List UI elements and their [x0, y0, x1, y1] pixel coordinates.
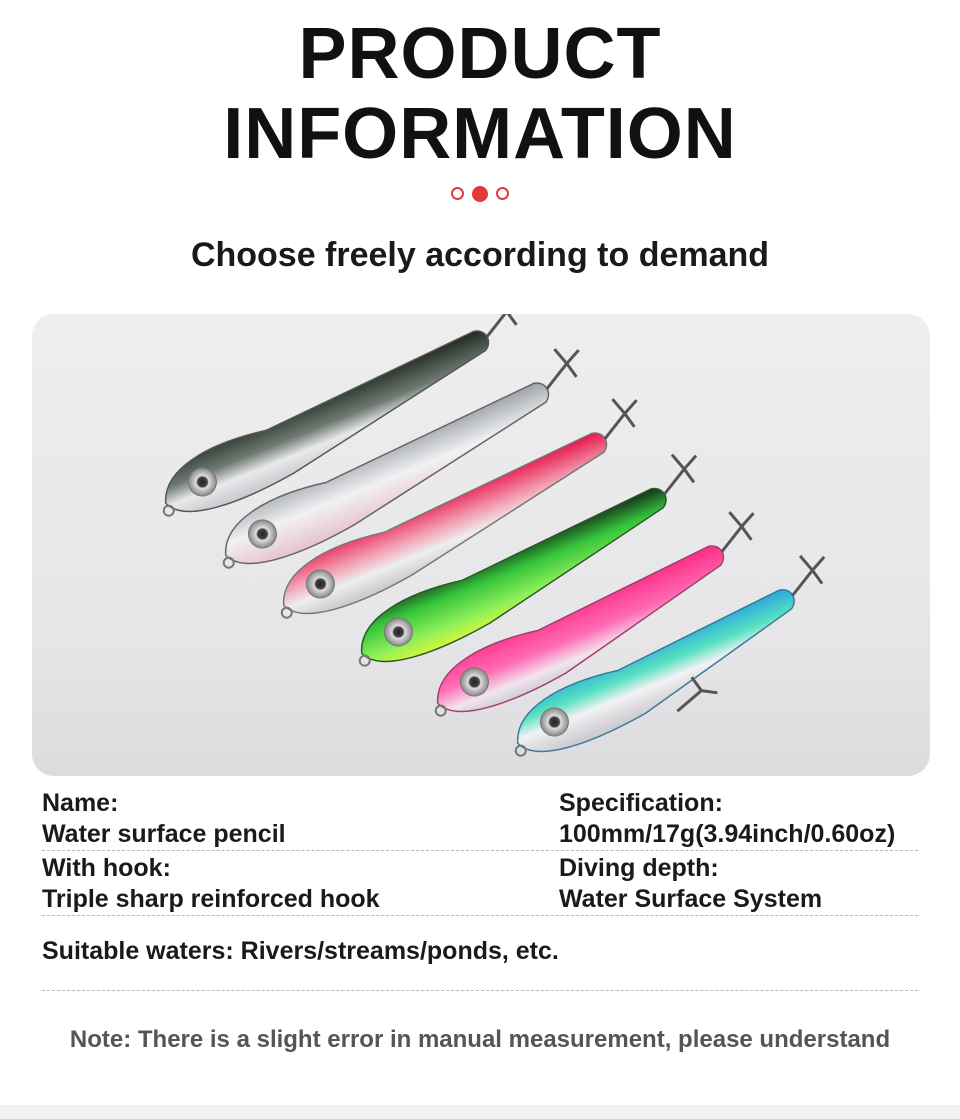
footer-band [0, 1105, 960, 1119]
depth-label: Diving depth: [559, 854, 719, 882]
spec-row-1 [42, 788, 918, 851]
spec-name [42, 788, 286, 850]
hook-value: Triple sharp reinforced hook [42, 885, 380, 913]
specification-label: Specification: [559, 789, 723, 817]
spec-depth [559, 853, 822, 915]
page-title [0, 14, 960, 174]
pager-dot-2-active[interactable] [472, 186, 488, 202]
name-label: Name: [42, 789, 119, 817]
pager-dot-1[interactable] [451, 187, 464, 200]
suitable-waters: Suitable waters: Rivers/streams/ponds, etc. [42, 937, 559, 965]
subtitle: Choose freely according to demand [190, 236, 770, 274]
product-photo [32, 314, 930, 776]
spec-table [42, 788, 918, 991]
depth-value: Water Surface System [559, 885, 823, 913]
specification-value: 100mm/17g(3.94inch/0.60oz) [559, 820, 896, 848]
spec-specification [559, 788, 895, 850]
spec-row-2 [42, 851, 918, 916]
lures-illustration [32, 314, 930, 776]
name-value: Water surface pencil [42, 820, 286, 848]
pager-dot-3[interactable] [496, 187, 509, 200]
hook-label: With hook: [42, 854, 171, 882]
measurement-note: Note: There is a slight error in manual measurement, please understand [69, 1026, 891, 1053]
title-line-2: INFORMATION [223, 94, 737, 174]
spec-row-3 [42, 916, 918, 991]
pager-dots [0, 187, 960, 202]
title-line-1: PRODUCT [298, 14, 662, 94]
spec-hook [42, 853, 380, 915]
